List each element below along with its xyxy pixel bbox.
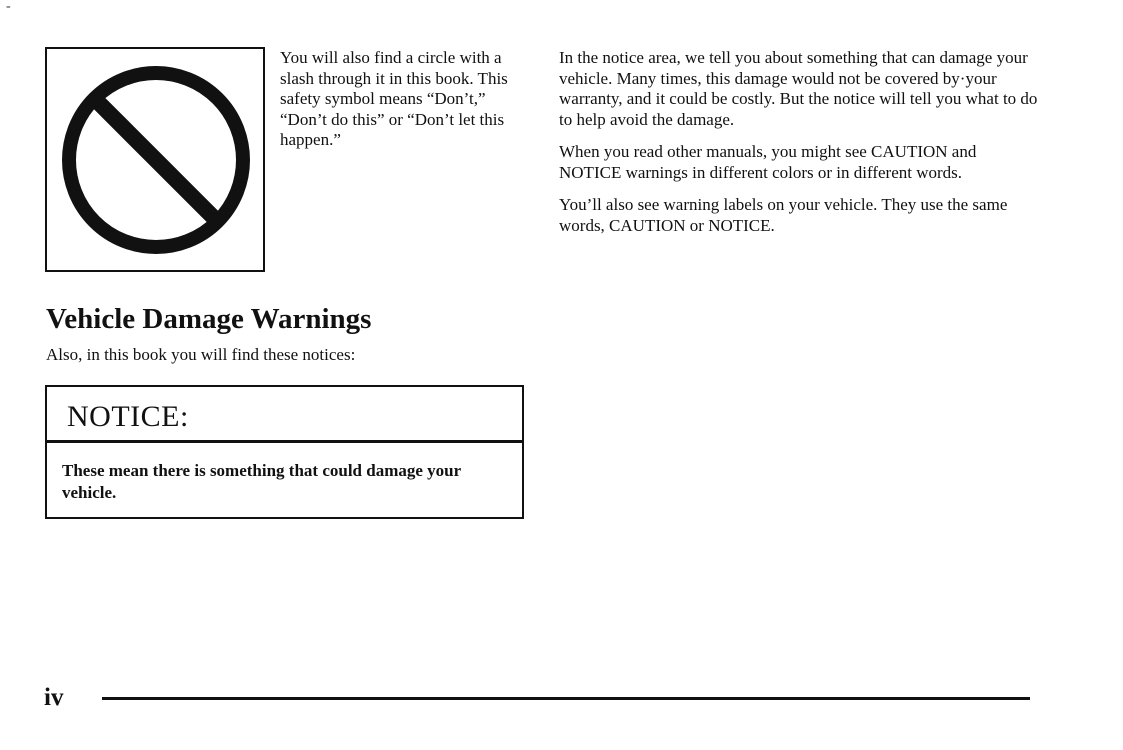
symbol-description: You will also find a circle with a slash through it in this book. This safety symbol means “Don’t,” “Don’t do this” or “Don’t let this happen.”	[280, 48, 508, 149]
notice-explanation	[559, 48, 1039, 248]
no-symbol-figure	[45, 47, 265, 272]
notice-box	[45, 385, 524, 519]
paragraph-notice-area: In the notice area, we tell you about something that can damage your vehicle. Many times, this damage would not be covered by·your warranty, and it could be costly. But the notice will tell you what to do to help avoid the damage.	[559, 48, 1038, 129]
no-symbol-icon	[47, 49, 263, 270]
section-intro: Also, in this book you will find these notices:	[46, 345, 356, 364]
page-number: iv	[44, 684, 64, 711]
section-heading: Vehicle Damage Warnings	[46, 303, 372, 335]
paragraph-warning-labels: You’ll also see warning labels on your vehicle. They use the same words, CAUTION or NOTICE.	[559, 195, 1008, 235]
paragraph-other-manuals: When you read other manuals, you might see CAUTION and NOTICE warnings in different colors or in different words.	[559, 142, 977, 182]
notice-body: These mean there is something that could damage your vehicle.	[62, 461, 461, 502]
notice-title: NOTICE:	[47, 387, 522, 443]
corner-mark: -	[6, 0, 11, 14]
footer-rule	[102, 697, 1030, 700]
